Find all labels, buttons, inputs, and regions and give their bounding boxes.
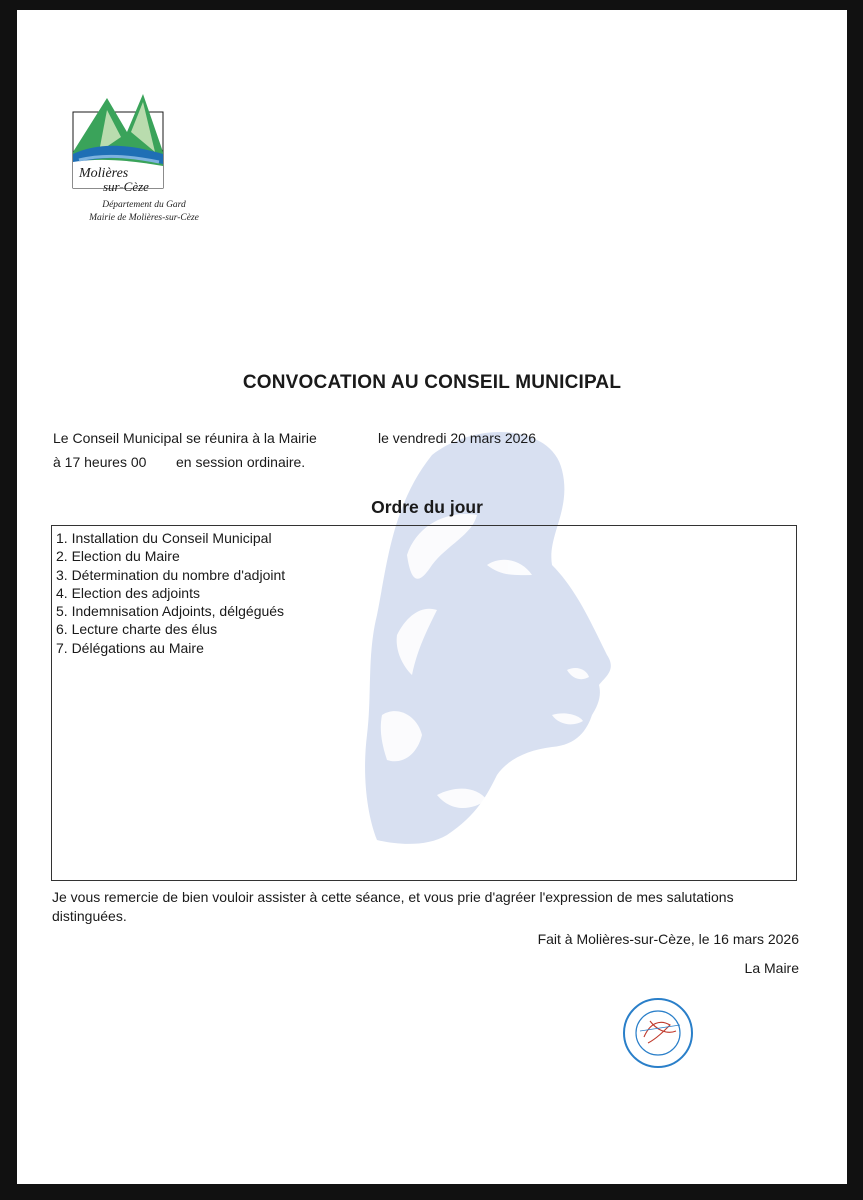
agenda-item: 4. Election des adjoints	[56, 584, 200, 601]
session-type: en session ordinaire.	[176, 454, 306, 470]
intro-text: Le Conseil Municipal se réunira à la Mairie	[53, 430, 317, 446]
agenda-list	[52, 526, 796, 657]
signatory: La Maire	[744, 960, 799, 976]
agenda-item: 6. Lecture charte des élus	[56, 621, 218, 638]
closing-paragraph: Je vous remercie de bien vouloir assister à cette séance, et vous prie d'agréer l'expression de mes salutations distinguées.	[52, 889, 734, 924]
svg-text:sur-Cèze: sur-Cèze	[103, 179, 149, 194]
meeting-time: à 17 heures 00	[53, 454, 147, 470]
meeting-date: le vendredi 20 mars 2026	[378, 430, 536, 446]
mairie-label: Mairie de Molières-sur-Cèze	[89, 213, 199, 223]
agenda-item: 2. Election du Maire	[56, 548, 180, 565]
agenda-item: 5. Indemnisation Adjoints, délgégués	[56, 603, 285, 620]
mairie-stamp-icon	[620, 995, 696, 1071]
logo-wordmark	[69, 92, 219, 202]
agenda-title: Ordre du jour	[371, 497, 483, 517]
department-label: Département du Gard	[102, 200, 186, 210]
agenda-item: 7. Délégations au Maire	[56, 639, 204, 656]
agenda-item: 1. Installation du Conseil Municipal	[56, 530, 272, 546]
place-and-date: Fait à Molières-sur-Cèze, le 16 mars 2026	[537, 931, 799, 947]
document-page	[17, 10, 847, 1184]
municipality-logo	[69, 92, 219, 232]
agenda-item: 3. Détermination du nombre d'adjoint	[56, 566, 286, 583]
document-title: CONVOCATION AU CONSEIL MUNICIPAL	[242, 372, 622, 393]
svg-text:Molières: Molières	[79, 166, 129, 181]
agenda-box	[51, 525, 797, 881]
